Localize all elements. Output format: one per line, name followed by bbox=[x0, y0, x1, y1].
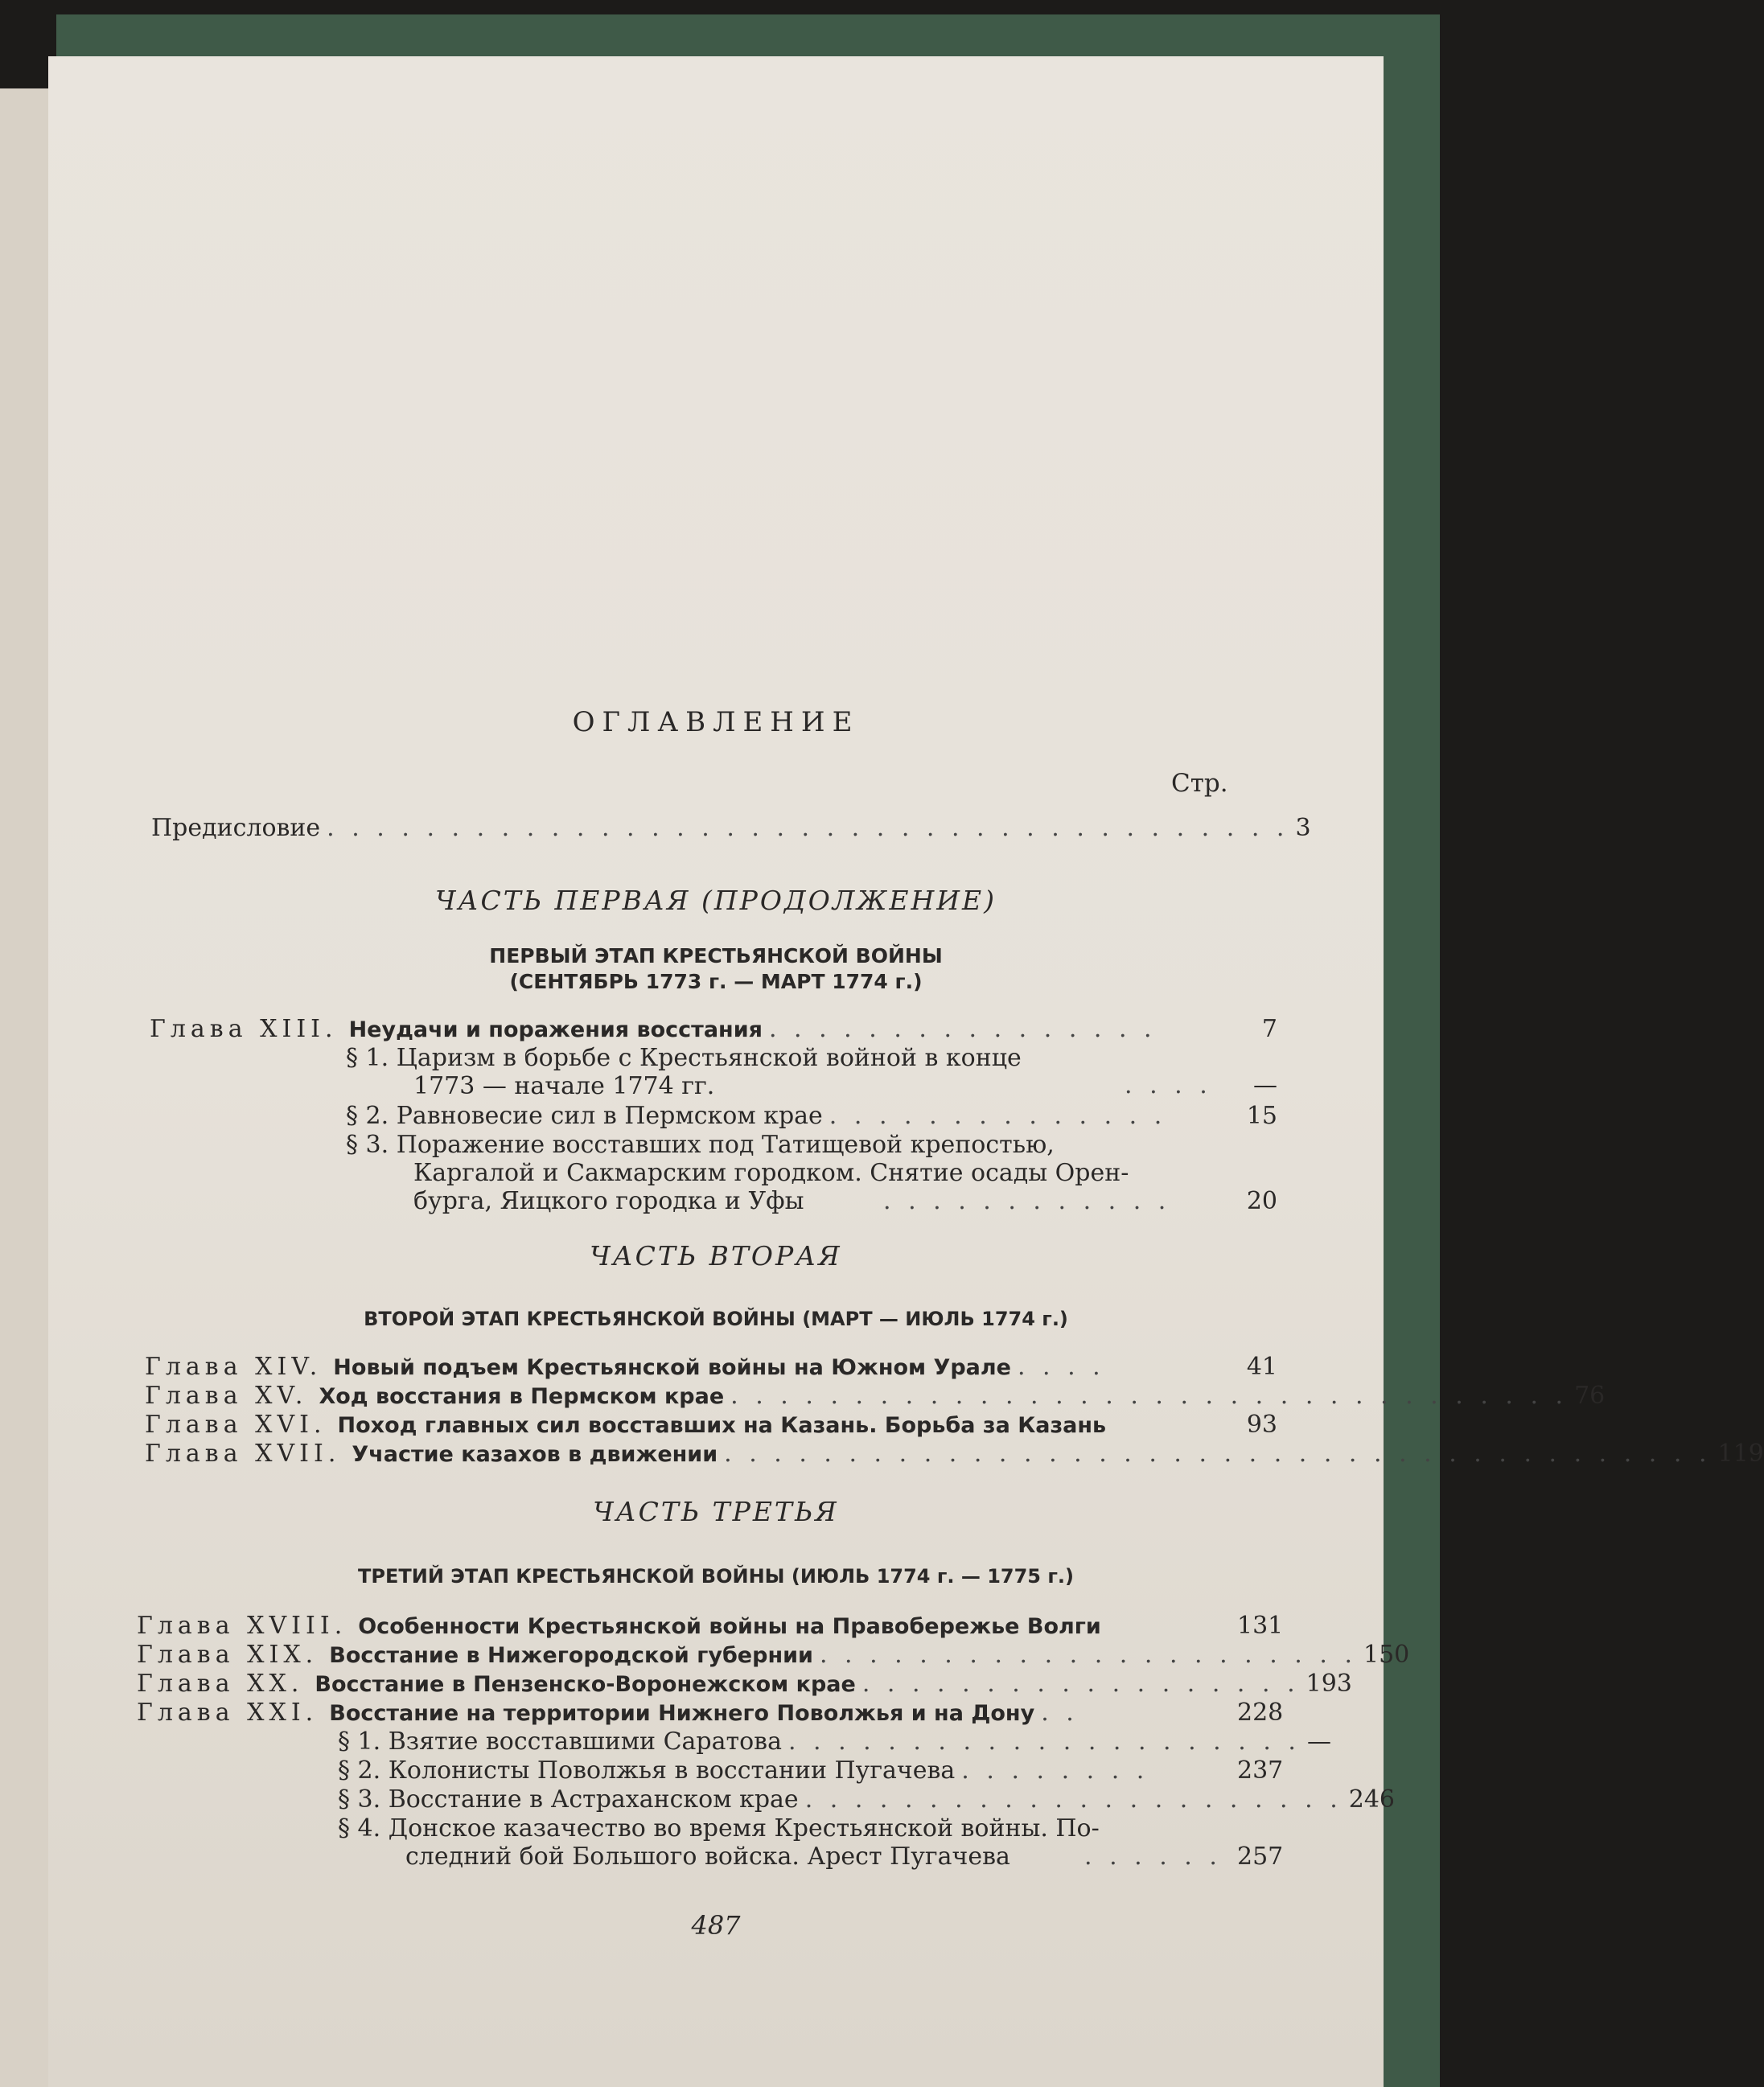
dot-leader: . . . . . . . . . . . . . . . . . . . . . bbox=[787, 1728, 1301, 1756]
chapter-prefix: Глава XVI. bbox=[145, 1411, 327, 1439]
chapter-prefix: Глава XV. bbox=[145, 1382, 308, 1410]
entry-page: 257 bbox=[1237, 1843, 1284, 1871]
entry-page: — bbox=[1306, 1728, 1331, 1756]
facing-page-edge bbox=[0, 88, 48, 2087]
book-page bbox=[48, 56, 1764, 2087]
entry-page: 15 bbox=[1246, 1102, 1277, 1130]
chapter-title: Восстание на территории Нижнего Поволжья и на Дону bbox=[329, 1701, 1035, 1726]
chapter-title: Участие казахов в движении bbox=[352, 1442, 718, 1467]
entry-page: 7 bbox=[1261, 1015, 1277, 1043]
toc-entry-chapter-20[interactable] bbox=[137, 1670, 1352, 1698]
entry-page: 193 bbox=[1306, 1670, 1352, 1698]
item-line: 1773 — начале 1774 гг. bbox=[413, 1072, 715, 1100]
entry-page: 20 bbox=[1246, 1187, 1277, 1215]
toc-entry-chapter-13[interactable] bbox=[150, 1015, 1277, 1043]
chapter-prefix: Глава XVIII. bbox=[137, 1612, 347, 1640]
chapter-title: Особенности Крестьянской войны на Правобережье Волги bbox=[358, 1614, 1101, 1639]
dot-leader: . . . . . . . . . . . . . . . . . . . . . . . . . . . . . . . . . . . . . . . bbox=[327, 814, 1289, 842]
dot-leader: . . . . . . . . . . . . . . . . . . bbox=[861, 1670, 1300, 1698]
dot-leader: . . . . . . . . . . . . . . . . . . . . . . bbox=[804, 1785, 1343, 1814]
dot-leader: . . . . . . . . bbox=[961, 1756, 1149, 1785]
toc-item-p1-2[interactable] bbox=[346, 1102, 1277, 1130]
entry-page: 237 bbox=[1237, 1756, 1284, 1785]
chapter-prefix: Глава XVII. bbox=[145, 1440, 341, 1468]
page-number: 487 bbox=[691, 1910, 741, 1941]
toc-item-p3-1[interactable] bbox=[338, 1728, 1331, 1756]
entry-title: Предисловие bbox=[151, 814, 321, 842]
item-line: бурга, Яицкого городка и Уфы bbox=[413, 1187, 804, 1215]
item-line: § 1. Взятие восставшими Саратова bbox=[338, 1728, 782, 1756]
chapter-prefix: Глава XX. bbox=[137, 1670, 304, 1698]
chapter-prefix: Глава XIX. bbox=[137, 1641, 319, 1669]
toc-page-p1-3: . . . . . . . . . . . . 20 bbox=[883, 1187, 1277, 1215]
entry-page: 131 bbox=[1237, 1612, 1284, 1640]
toc-page-p1-1: . . . . — bbox=[1125, 1071, 1277, 1099]
item-line: § 2. Равновесие сил в Пермском крае bbox=[346, 1102, 823, 1130]
toc-entry-chapter-18[interactable] bbox=[137, 1612, 1284, 1640]
entry-page: 119 bbox=[1717, 1440, 1764, 1468]
part3-title: ЧАСТЬ ТРЕТЬЯ bbox=[593, 1496, 839, 1527]
page-column-label: Стр. bbox=[1171, 769, 1228, 798]
part3-section: ТРЕТИЙ ЭТАП КРЕСТЬЯНСКОЙ ВОЙНЫ (ИЮЛЬ 1774 г. — 1775 г.) bbox=[358, 1565, 1074, 1588]
entry-page: 3 bbox=[1295, 814, 1311, 842]
toc-entry-chapter-15[interactable] bbox=[145, 1382, 1606, 1410]
entry-page: 41 bbox=[1246, 1353, 1277, 1381]
part1-section-line1: ПЕРВЫЙ ЭТАП КРЕСТЬЯНСКОЙ ВОЙНЫ bbox=[489, 944, 943, 967]
toc-item-p3-4[interactable] bbox=[338, 1814, 1100, 1871]
chapter-title: Восстание в Пензенско-Воронежском крае bbox=[315, 1672, 856, 1697]
chapter-title: Поход главных сил восставших на Казань. Борьба за Казань bbox=[337, 1413, 1107, 1438]
toc-entry-chapter-17[interactable] bbox=[145, 1440, 1764, 1468]
entry-page: 76 bbox=[1574, 1382, 1606, 1410]
part2-section: ВТОРОЙ ЭТАП КРЕСТЬЯНСКОЙ ВОЙНЫ (МАРТ — ИЮЛЬ 1774 г.) bbox=[364, 1308, 1068, 1330]
chapter-title: Ход восстания в Пермском крае bbox=[319, 1384, 725, 1409]
toc-item-p1-1[interactable] bbox=[346, 1044, 1022, 1100]
chapter-prefix: Глава XXI. bbox=[137, 1699, 319, 1727]
toc-item-p3-3[interactable] bbox=[338, 1785, 1396, 1814]
dot-leader: . . . . bbox=[1017, 1353, 1105, 1381]
part2-title: ЧАСТЬ ВТОРАЯ bbox=[590, 1240, 842, 1272]
item-line: § 4. Донское казачество во время Крестьянской войны. По- bbox=[338, 1814, 1100, 1843]
chapter-title: Новый подъем Крестьянской войны на Южном Урале bbox=[333, 1355, 1011, 1380]
item-line: § 1. Царизм в борьбе с Крестьянской войной в конце bbox=[346, 1044, 1022, 1072]
toc-entry-chapter-21[interactable] bbox=[137, 1699, 1284, 1727]
entry-page: — bbox=[1253, 1071, 1277, 1099]
entry-page: 150 bbox=[1363, 1641, 1410, 1669]
item-line: § 3. Поражение восставших под Татищевой крепостью, bbox=[346, 1131, 1055, 1159]
chapter-title: Неудачи и поражения восстания bbox=[348, 1017, 763, 1042]
item-line: § 2. Колонисты Поволжья в восстании Пугачева bbox=[338, 1756, 956, 1785]
dot-leader: . . . . . . . . . . . . . . . . . . . . . . . . . . . . . . . . . . bbox=[730, 1382, 1569, 1410]
entry-page: 246 bbox=[1348, 1785, 1396, 1814]
dot-leader: . . . . . . . . . . . . . . . . bbox=[768, 1015, 1157, 1043]
toc-entry-preface[interactable] bbox=[151, 814, 1311, 842]
part1-title: ЧАСТЬ ПЕРВАЯ (ПРОДОЛЖЕНИЕ) bbox=[435, 885, 997, 916]
item-line: § 3. Восстание в Астраханском крае bbox=[338, 1785, 799, 1814]
item-line: Каргалой и Сакмарским городком. Снятие осады Орен- bbox=[413, 1159, 1129, 1187]
toc-page-p3-4: . . . . . . 257 bbox=[1084, 1843, 1284, 1871]
toc-entry-chapter-14[interactable] bbox=[145, 1353, 1277, 1381]
dot-leader: . . bbox=[1041, 1699, 1079, 1727]
entry-page: 93 bbox=[1246, 1411, 1277, 1439]
toc-title: ОГЛАВЛЕНИЕ bbox=[572, 706, 860, 738]
dot-leader: . . . . . . . . . . . . . . bbox=[829, 1102, 1167, 1130]
chapter-title: Восстание в Нижегородской губернии bbox=[329, 1643, 813, 1668]
chapter-prefix: Глава XIV. bbox=[145, 1353, 323, 1381]
part1-section-line2: (СЕНТЯБРЬ 1773 г. — МАРТ 1774 г.) bbox=[509, 970, 923, 993]
toc-entry-chapter-19[interactable] bbox=[137, 1641, 1410, 1669]
chapter-prefix: Глава XIII. bbox=[150, 1015, 338, 1043]
dot-leader: . . . . . . . . . . . . . . . . . . . . . . . . . . . . . . . . . . . . . . . . bbox=[724, 1440, 1712, 1468]
toc-item-p3-2[interactable] bbox=[338, 1756, 1284, 1785]
entry-page: 228 bbox=[1237, 1699, 1284, 1727]
toc-entry-chapter-16[interactable] bbox=[145, 1411, 1277, 1439]
item-line: следний бой Большого войска. Арест Пугачева bbox=[405, 1843, 1010, 1871]
dot-leader: . . . . . . . . . . . . . . . . . . . . . . bbox=[819, 1641, 1357, 1669]
